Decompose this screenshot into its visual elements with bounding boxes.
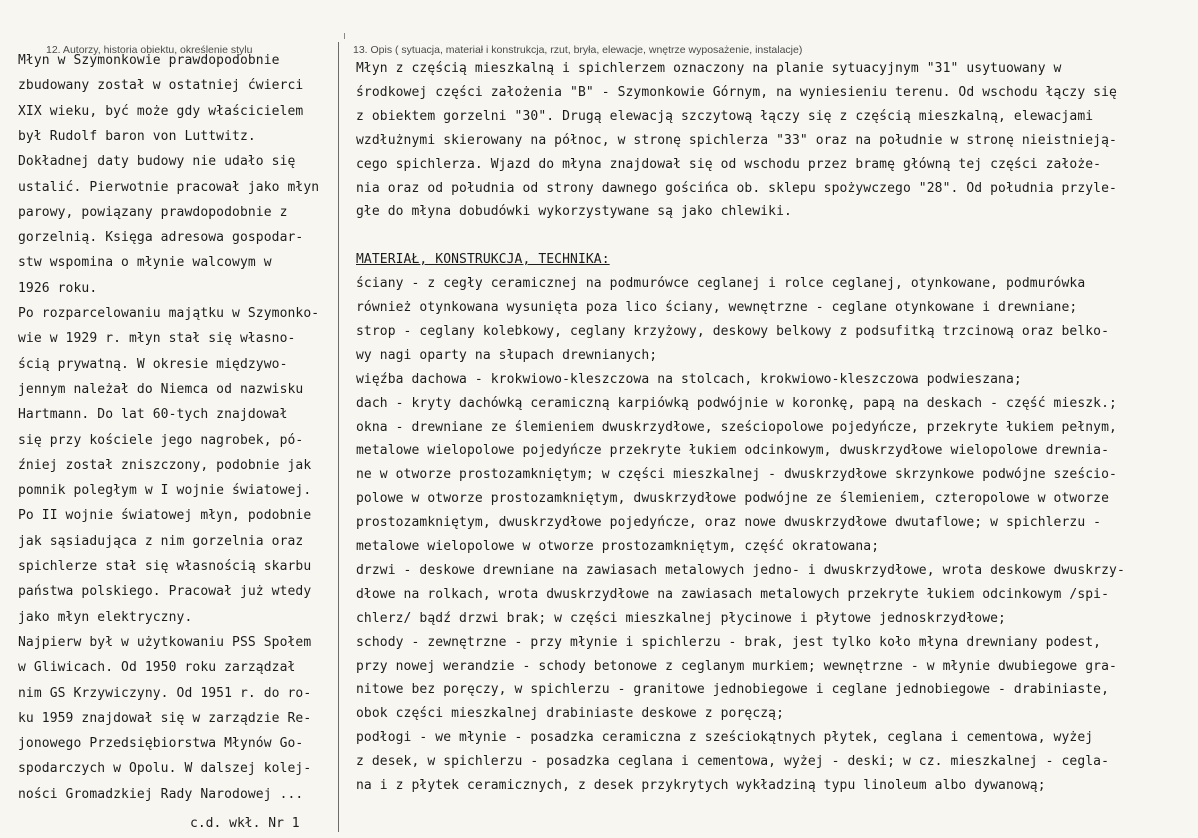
- text-line: drzwi - deskowe drewniane na zawiasach metalowych jedno- i dwuskrzydłowe, wrota deskowe dwuskrzy-: [356, 562, 1125, 578]
- text-line: źniej został zniszczony, podobnie jak: [18, 457, 312, 473]
- text-line: ściany - z cegły ceramicznej na podmurówce ceglanej i rolce ceglanej, otynkowane, podmurówka: [356, 276, 1086, 292]
- text-line: jako młyn elektryczny.: [18, 609, 193, 625]
- text-line: stw wspomina o młynie walcowym w: [18, 255, 272, 271]
- text-line: Hartmann. Do lat 60-tych znajdował: [18, 407, 288, 423]
- text-line: był Rudolf baron von Luttwitz.: [18, 128, 256, 144]
- text-line: 1926 roku.: [18, 280, 98, 296]
- text-line: z desek, w spichlerzu - posadzka ceglana i cementowa, wyżej - deski; w cz. mieszkalnej - cegla-: [356, 754, 1110, 770]
- text-line: na i z płytek ceramicznych, z desek przykrytych wykładziną typu linoleum albo dywanową;: [356, 778, 1046, 793]
- text-line: dłowe na rolkach, wrota dwuskrzydłowe na zawiasach metalowych przekryte łukiem odcinkowym /spi-: [356, 586, 1110, 602]
- text-line: ności Gromadzkiej Rady Narodowej ...: [18, 786, 304, 802]
- text-line: jennym należał do Niemca od nazwisku: [18, 381, 304, 397]
- text-line: prostozamkniętym, dwuskrzydłowe pojedyńcze, oraz nowe dwuskrzydłowe dwutaflowe; w spichlerzu -: [356, 515, 1102, 531]
- text-line: zbudowany został w ostatniej ćwierci: [18, 78, 304, 94]
- text-line: głe do młyna dobudówki wykorzystywane są jako chlewiki.: [356, 204, 792, 220]
- text-line: ścią prywatną. W okresie międzywo-: [18, 356, 288, 372]
- text-line: strop - ceglany kolebkowy, ceglany krzyżowy, deskowy belkowy z podsufitką trzcinową oraz belko-: [356, 323, 1110, 339]
- text-line: się przy kościele jego nagrobek, pó-: [18, 432, 304, 448]
- text-line: Po rozparcelowaniu majątku w Szymonko-: [18, 306, 320, 321]
- text-line: jonowego Przedsiębiorstwa Młynów Go-: [18, 736, 304, 752]
- text-line: środkowej części założenia "B" - Szymonkowie Górnym, na wyniesieniu terenu. Od wschodu łączy się: [356, 84, 1117, 100]
- text-line: wzdłużnymi skierowany na północ, w stronę spichlerza "33" oraz na południe w stronę nieistnieją-: [356, 132, 1117, 148]
- text-line: XIX wieku, być może gdy właścicielem: [18, 103, 304, 119]
- text-line: spodarczych w Opolu. W dalszej kolej-: [18, 761, 312, 777]
- text-line: podłogi - we młynie - posadzka ceramiczna z sześciokątnych płytek, ceglana i cementowa, wyżej: [356, 730, 1094, 746]
- text-line: dach - kryty dachówką ceramiczną karpiówką podwójnie w koronkę, papą na deskach - część mieszk.;: [356, 395, 1117, 411]
- text-line: państwa polskiego. Pracował już wtedy: [18, 584, 312, 600]
- text-line: również otynkowana wysunięta poza lico ściany, wewnętrzne - ceglane otynkowane i drewniane;: [356, 300, 1078, 315]
- text-line: schody - zewnętrzne - przy młynie i spichlerzu - brak, jest tylko koło młyna drewniany podest,: [356, 634, 1102, 650]
- text-line: jak sąsiadująca z nim gorzelnia oraz: [18, 533, 304, 549]
- column-divider: [338, 42, 339, 832]
- left-column-header: 12. Autorzy, historia obiektu, określenie stylu: [46, 44, 253, 56]
- text-line: MATERIAŁ, KONSTRUKCJA, TECHNIKA:: [356, 252, 610, 268]
- text-line: polowe w otworze prostozamkniętym, dwuskrzydłowe podwójne ze ślemieniem, czteropolowe w otworze: [356, 491, 1110, 507]
- text-line: przy nowej werandzie - schody betonowe z ceglanym murkiem; wewnętrzne - w młynie dwubiegowe gra-: [356, 658, 1117, 674]
- text-line: pomnik poległym w I wojnie światowej.: [18, 483, 312, 499]
- text-line: w Gliwicach. Od 1950 roku zarządzał: [18, 660, 296, 676]
- text-line: chlerz/ bądź drzwi brak; w części mieszkalnej płycinowe i płytowe jednoskrzydłowe;: [356, 610, 1006, 626]
- text-line: Młyn w Szymonkowie prawdopodobnie: [18, 53, 280, 68]
- text-line: nia oraz od południa od strony dawnego gościńca ob. sklepu spożywczego "28". Od południa przyle-: [356, 180, 1117, 196]
- text-line: metalowe wielopolowe w otworze prostozamkniętym, część okratowana;: [356, 539, 880, 554]
- text-line: obok części mieszkalnej drabiniaste deskowe z poręczą;: [356, 706, 785, 722]
- right-column-header: 13. Opis ( sytuacja, materiał i konstrukcja, rzut, bryła, elewacje, wnętrze wyposażenie, instalacje): [353, 44, 803, 56]
- text-line: ustalić. Pierwotnie pracował jako młyn: [18, 179, 320, 195]
- scan-mark: [344, 33, 345, 39]
- text-line: Po II wojnie światowej młyn, podobnie: [18, 508, 312, 524]
- text-line: ku 1959 znajdował się w zarządzie Re-: [18, 710, 312, 726]
- continuation-note: c.d. wkł. Nr 1: [190, 816, 300, 831]
- text-line: okna - drewniane ze ślemieniem dwuskrzydłowe, sześciopolowe pojedyńcze, przekryte łukiem pełnym,: [356, 419, 1117, 435]
- text-line: nitowe bez poręczy, w spichlerzu - granitowe jednobiegowe i ceglane jednobiegowe - drabiniaste,: [356, 682, 1110, 698]
- text-line: ne w otworze prostozamkniętym; w części mieszkalnej - dwuskrzydłowe skrzynkowe podwójne sześcio-: [356, 467, 1117, 483]
- text-line: z obiektem gorzelni "30". Drugą elewacją szczytową łączy się z częścią mieszkalną, elewacjami: [356, 108, 1094, 124]
- text-line: cego spichlerza. Wjazd do młyna znajdował się od wschodu przez bramę główną tej części założe-: [356, 156, 1102, 172]
- text-line: wie w 1929 r. młyn stał się własno-: [18, 331, 296, 347]
- text-line: Młyn z częścią mieszkalną i spichlerzem oznaczony na planie sytuacyjnym "31" usytuowany w: [356, 61, 1062, 76]
- text-line: gorzelnią. Księga adresowa gospodar-: [18, 230, 304, 246]
- text-line: więźba dachowa - krokwiowo-kleszczowa na stolcach, krokwiowo-kleszczowa podwieszana;: [356, 371, 1022, 387]
- text-line: metalowe wielopolowe pojedyńcze przekryte łukiem odcinkowym, dwuskrzydłowe wielopolowe drewnia-: [356, 443, 1110, 459]
- text-line: spichlerze stał się własnością skarbu: [18, 559, 312, 574]
- text-line: Najpierw był w użytkowaniu PSS Społem: [18, 634, 312, 650]
- text-line: Dokładnej daty budowy nie udało się: [18, 154, 296, 170]
- text-line: nim GS Krzywiczyny. Od 1951 r. do ro-: [18, 685, 312, 701]
- text-line: wy nagi oparty na słupach drewnianych;: [356, 347, 658, 363]
- text-line: parowy, powiązany prawdopodobnie z: [18, 204, 288, 220]
